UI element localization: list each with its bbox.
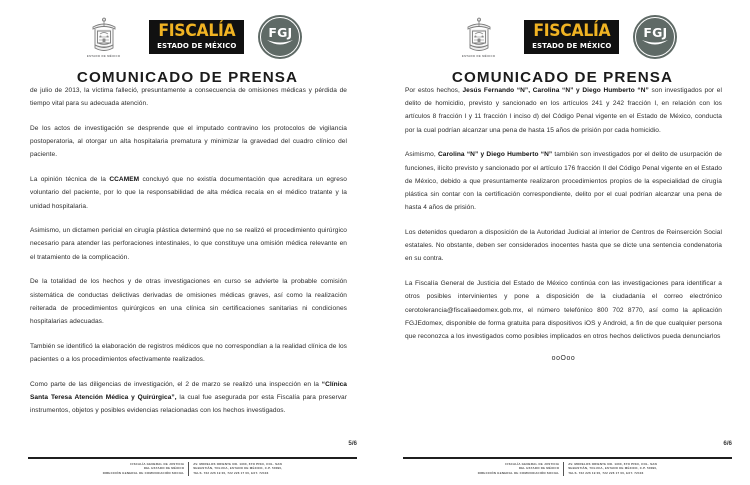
footer-org-block	[103, 462, 190, 476]
footer-address-line: AV. MORELOS ORIENTE NO. 1300, 6TO PISO, COL. SAN	[568, 461, 657, 466]
footer-address-line: TELS. 722 226 19 00, 722 226 17 00, EXT. 72103	[568, 471, 644, 476]
body-paragraph	[405, 277, 722, 343]
page-footer-left	[28, 457, 357, 476]
state-seal-logo	[73, 17, 135, 58]
state-seal-caption: ESTADO DE MÉXICO	[86, 53, 121, 58]
page-footer-right	[403, 457, 732, 476]
fgj-logo-ring	[260, 17, 300, 57]
footer-org-line: DEL ESTADO DE MÉXICO	[143, 466, 185, 471]
body-text: De la totalidad de los hechos y de otras investigaciones en curso se advierte la probable comisión sistemática de conductas delictivas derivadas de omisiones médicas graves, así como la realización reiterada de procedimientos quirúrgicos en una clínica sin certificaciones sanitarias ni condiciones hospitalarias adecuadas.	[30, 278, 347, 326]
body-paragraph	[405, 148, 722, 214]
body-text: de julio de 2013, la víctima falleció, presuntamente a consecuencia de omisiones médicas y pérdida de tiempo vital para su adecuada atención.	[30, 87, 347, 108]
state-seal-logo	[448, 17, 510, 58]
body-text: también son investigados por el delito de usurpación de funciones, ilícito previsto y sancionado por el artículo 176 fracción II del Código Penal vigente en el Estado de México, debido a que presuntamente realizaron procedimientos propios de la especialidad de cirugía plástica sin contar con la certificación correspondiente, delito por el cual podrían alcanzar una pena de hasta 4 años de prisión.	[405, 151, 723, 212]
footer-divider	[403, 457, 732, 459]
footer-address-block	[564, 462, 657, 476]
footer-org-line: DIRECCIÓN GENERAL DE COMUNICACIÓN SOCIAL	[102, 471, 185, 476]
emphasis-text: “Clínica Santa Teresa Atención Médica y Quirúrgica”,	[30, 380, 347, 401]
footer-org-line: DIRECCIÓN GENERAL DE COMUNICACIÓN SOCIAL	[477, 471, 560, 476]
body-text: Asimismo, un dictamen pericial en cirugía plástica determinó que no se realizó el procedimiento quirúrgico necesario para atender las perforaciones intestinales, lo que constituye una omisión médica relevante en el tratamiento de la complicación.	[30, 227, 347, 261]
body-text: La opinión técnica de la	[30, 176, 110, 184]
page-header-left	[0, 0, 375, 86]
logo-row-left	[73, 14, 303, 60]
fiscalia-wordmark: FISCALÍA	[532, 21, 611, 42]
footer-address-line: SEBASTIÁN, TOLUCA, ESTADO DE MÉXICO, C.P. 50090,	[568, 466, 658, 471]
page-body-left	[30, 84, 347, 417]
body-paragraph	[30, 122, 347, 162]
footer-org-line: FISCALÍA GENERAL DE JUSTICIA	[505, 461, 560, 466]
fiscalia-wordmark: FISCALÍA	[157, 21, 236, 42]
body-text: Asimismo,	[405, 151, 438, 159]
body-paragraph	[405, 226, 722, 266]
end-of-release-mark: ooOoo	[551, 354, 576, 362]
body-paragraph	[30, 224, 347, 264]
state-seal-caption: ESTADO DE MÉXICO	[461, 53, 496, 58]
body-text: Como parte de las diligencias de investigación, el 2 de marzo se realizó una inspección en la	[30, 380, 322, 388]
page-title: COMUNICADO DE PRENSA	[451, 69, 674, 86]
body-paragraph	[30, 340, 347, 366]
body-text: También se identificó la elaboración de registros médicos que no correspondían a la realidad clínica de los pacientes o a los procedimientos efectivamente realizados.	[30, 342, 347, 363]
body-text: concluyó que no existía documentación que acreditara un egreso voluntario del paciente, por lo que la responsabilidad de alta médica recaía en el médico tratante y la unidad hospitalaria.	[30, 176, 347, 210]
page-number-left: 5/6	[348, 440, 357, 447]
footer-org-line: FISCALÍA GENERAL DE JUSTICIA	[130, 461, 185, 466]
body-text: la cual fue asegurada por esta Fiscalía para preservar instrumentos, objetos y posibles evidencias relacionadas con los hechos investigados.	[30, 393, 347, 415]
state-seal-icon	[87, 17, 121, 53]
page-right	[375, 0, 750, 485]
page-header-right	[375, 0, 750, 86]
body-paragraph	[30, 173, 347, 213]
fiscalia-subtitle: ESTADO DE MÉXICO	[531, 41, 612, 51]
emphasis-text: Jesús Fernando “N”, Carolina “N” y Diego Humberto “N”	[462, 87, 649, 94]
footer-org-block	[478, 462, 565, 476]
fgj-wordmark: FGJ	[643, 24, 668, 40]
emphasis-text: CCAMEM	[109, 176, 140, 184]
body-text: son investigados por el delito de homicidio, previsto y sancionado en los artículos 241 y 242 fracción I, en relación con los artículos 8 fracción I y 11 fracción I inciso d) del Código Penal vigente en el Estado de México, conducta por la cual podrían alcanzar una pena de hasta 15 años de prisión por cada homicidio.	[405, 87, 722, 134]
body-paragraph	[30, 378, 347, 418]
fgj-logo	[633, 15, 677, 59]
footer-divider	[28, 457, 357, 459]
fgj-wing-icon	[267, 40, 293, 47]
fgj-wordmark: FGJ	[268, 24, 293, 40]
page-number-right: 6/6	[723, 440, 732, 447]
state-seal-icon	[462, 17, 496, 53]
page-title: COMUNICADO DE PRENSA	[76, 69, 299, 86]
fgj-logo-ring	[635, 17, 675, 57]
body-paragraph	[30, 84, 347, 110]
body-text: Los detenidos quedaron a disposición de la Autoridad Judicial al interior de Centros de Reinserción Social estatales. No obstante, deben ser considerados inocentes hasta que se dicte una sentencia condenatoria en su contra.	[405, 228, 722, 263]
body-text: Por estos hechos,	[405, 87, 463, 94]
fiscalia-subtitle: ESTADO DE MÉXICO	[156, 41, 237, 51]
body-text: De los actos de investigación se desprende que el imputado contravino los protocolos de vigilancia postoperatoria, al otorgar un alta hospitalaria prematura y minimizar la gravedad del cuadro clínico del paciente.	[30, 124, 347, 159]
footer-address-line: AV. MORELOS ORIENTE NO. 1300, 6TO PISO, COL. SAN	[193, 461, 282, 466]
footer-org-line: DEL ESTADO DE MÉXICO	[518, 466, 560, 471]
footer-address-line: SEBASTIÁN, TOLUCA, ESTADO DE MÉXICO, C.P. 50090,	[193, 466, 283, 471]
fiscalia-logo	[524, 20, 620, 53]
body-paragraph	[30, 275, 347, 328]
footer-address-line: TELS. 722 226 19 00, 722 226 17 00, EXT. 72103	[193, 471, 269, 476]
footer-address-block	[189, 462, 282, 476]
body-text: La Fiscalía General de Justicia del Estado de México continúa con las investigaciones para identificar a otros posibles intervinientes y pone a disposición de la ciudadanía el correo electrónico cerotolerancia@fiscaliaedomex.gob.mx, el número telefónico 800 702 8770, así como la aplicación FGJEdomex, disponible de forma gratuita para dispositivos iOS y Android, a fin de que cualquier persona que reconozca a los investigados como posibles implicados en otros hechos delictivos pueda denunciarlos	[405, 280, 722, 340]
fiscalia-logo	[149, 20, 245, 53]
emphasis-text: Carolina “N” y Diego Humberto “N”	[437, 151, 553, 159]
fgj-wing-icon	[642, 40, 668, 47]
page-body-right	[405, 84, 722, 362]
logo-row-right	[448, 14, 678, 60]
fgj-logo	[258, 15, 302, 59]
body-paragraph	[405, 84, 722, 137]
